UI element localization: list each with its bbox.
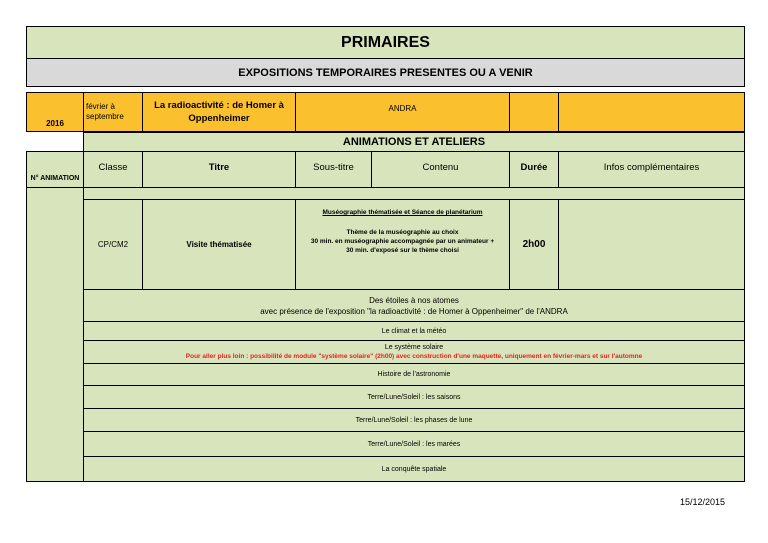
col-header-sous-titre: Sous-titre xyxy=(313,162,354,173)
col-header-infos-cell xyxy=(558,151,745,188)
col-header-duree-cell xyxy=(509,151,559,188)
theme-row-phases xyxy=(83,408,745,432)
col-header-classe-cell xyxy=(83,151,143,188)
visit-classe-cell xyxy=(83,199,143,290)
expo-title-line1: La radioactivité : de Homer à xyxy=(154,100,284,111)
visit-infos-cell xyxy=(558,199,745,290)
theme-saisons: Terre/Lune/Soleil : les saisons xyxy=(367,393,461,401)
theme-row-histoire xyxy=(83,363,745,386)
visit-heading: Muséographie thématisée et Séance de planétarium xyxy=(322,209,483,216)
theme-phases: Terre/Lune/Soleil : les phases de lune xyxy=(355,416,473,424)
animations-section-header xyxy=(83,132,745,152)
animation-number-column xyxy=(26,187,84,482)
col-header-sous-titre-cell xyxy=(295,151,372,188)
expo-empty-cell-2 xyxy=(558,92,745,132)
page-title-cell xyxy=(26,26,745,59)
expo-empty-cell-1 xyxy=(509,92,559,132)
theme-climat: Le climat et la météo xyxy=(381,327,447,335)
visit-classe: CP/CM2 xyxy=(97,240,129,249)
theme-row-solaire xyxy=(83,340,745,364)
visit-titre: Visite thématisée xyxy=(186,240,252,249)
expo-section-title: EXPOSITIONS TEMPORAIRES PRESENTES OU A VENIR xyxy=(238,66,533,79)
theme-row-marees xyxy=(83,431,745,457)
visit-content-cell xyxy=(295,199,510,290)
col-header-classe: Classe xyxy=(98,162,128,173)
expo-section-header xyxy=(26,58,745,87)
theme-row-climat xyxy=(83,321,745,341)
expo-period-line2: septembre xyxy=(86,112,124,121)
col-header-num-cell xyxy=(26,151,84,188)
expo-partner: ANDRA xyxy=(388,104,417,113)
col-header-infos: Infos complémentaires xyxy=(603,162,700,173)
col-header-duree: Durée xyxy=(520,162,548,173)
expo-partner-cell xyxy=(295,92,510,132)
footer-date: 15/12/2015 xyxy=(680,497,726,507)
visit-duree-cell xyxy=(509,199,559,290)
visit-duree: 2h00 xyxy=(522,239,546,250)
col-header-titre-cell xyxy=(142,151,296,188)
theme-conquete: La conquête spatiale xyxy=(381,465,447,473)
col-header-titre: Titre xyxy=(208,162,230,173)
theme-row-conquete xyxy=(83,456,745,482)
visit-line2: 30 min. en muséographie accompagnée par un animateur + xyxy=(310,238,495,245)
theme-row-saisons xyxy=(83,385,745,409)
expo-year-cell xyxy=(26,92,84,132)
page-title: PRIMAIRES xyxy=(341,33,430,51)
theme-etoiles-line1: Des étoiles à nos atomes xyxy=(369,295,459,305)
theme-row-etoiles xyxy=(83,289,745,322)
visit-line1: Thème de la muséographie au choix xyxy=(346,229,459,236)
expo-title-line2: Oppenheimer xyxy=(188,113,250,124)
col-header-num: N° ANIMATION xyxy=(30,175,80,182)
expo-period-cell xyxy=(83,92,143,132)
visit-titre-cell xyxy=(142,199,296,290)
theme-solaire: Le système solaire xyxy=(384,344,444,351)
expo-period-line1: février à xyxy=(86,102,115,111)
theme-histoire: Histoire de l'astronomie xyxy=(377,371,451,378)
expo-year: 2016 xyxy=(46,119,64,128)
visit-line3: 30 min. d'exposé sur le thème choisi xyxy=(346,247,459,254)
col-header-contenu-cell xyxy=(371,151,510,188)
expo-title-cell xyxy=(142,92,296,132)
col-header-contenu: Contenu xyxy=(422,162,459,173)
theme-etoiles-line2: avec présence de l'exposition "la radioactivité : de Homer à Oppenheimer" de l'ANDRA xyxy=(260,306,568,316)
theme-marees: Terre/Lune/Soleil : les marées xyxy=(367,440,461,448)
theme-solaire-note: Pour aller plus loin : possibilité de module "système solaire" (2h00) avec construction d'une maquette, uniquement en février-mars et sur l'automne xyxy=(185,353,643,360)
animations-section-title: ANIMATIONS ET ATELIERS xyxy=(342,136,486,148)
